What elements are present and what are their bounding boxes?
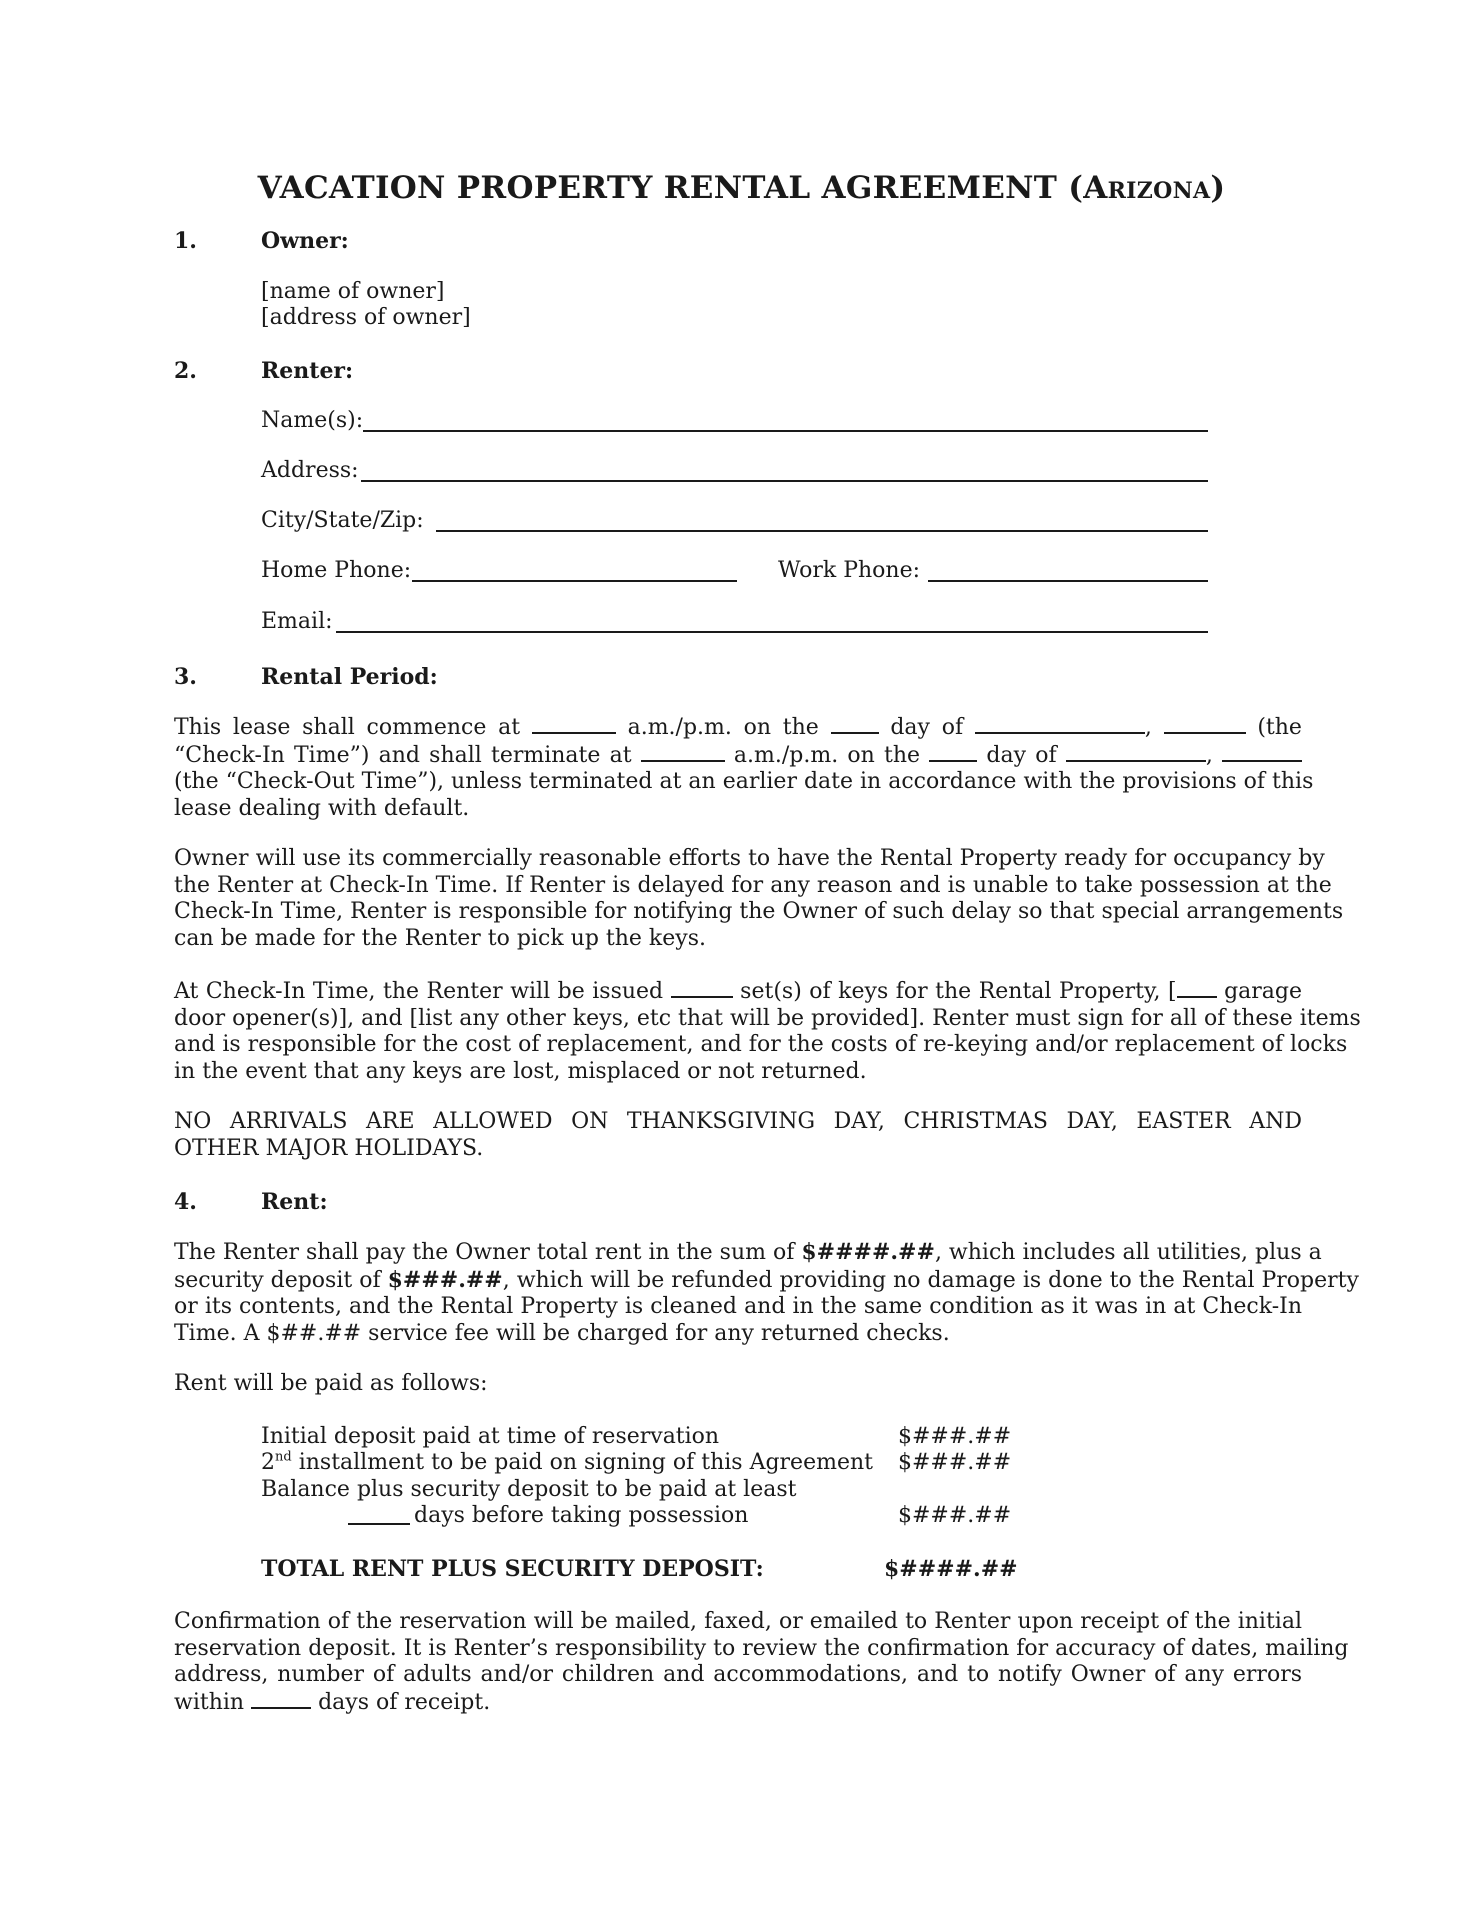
keys-paragraph (174, 978, 1361, 1085)
schedule-row-2-label: 2nd installment to be paid on signing of this Agreement (261, 1449, 873, 1475)
text-line: Confirmation of the reservation will be mailed, faxed, or emailed to Renter upon receipt of the initial (174, 1609, 1302, 1634)
title-state: Arizona (1083, 170, 1211, 206)
checkin-year-blank[interactable] (1164, 714, 1246, 734)
paid-as-follows: Rent will be paid as follows: (174, 1371, 488, 1396)
text-line: NO ARRIVALS ARE ALLOWED ON THANKSGIVING DAY, CHRISTMAS DAY, EASTER AND (174, 1109, 1302, 1134)
home-phone-field[interactable] (412, 580, 737, 582)
text-line: within days of receipt. (174, 1689, 491, 1715)
errors-days-blank[interactable] (251, 1689, 311, 1709)
rent-paragraph (174, 1239, 1359, 1347)
document-title (0, 170, 1483, 206)
renter-city-label: City/State/Zip: (261, 508, 424, 533)
holiday-paragraph (174, 1109, 1302, 1162)
section-3-number: 3. (174, 664, 197, 690)
email-label: Email: (261, 609, 333, 634)
title-main: VACATION PROPERTY RENTAL AGREEMENT ( (257, 170, 1084, 206)
text-line: This lease shall commence at a.m./p.m. on the day of , (the (174, 715, 1302, 740)
home-phone-label: Home Phone: (261, 558, 412, 583)
section-4-number: 4. (174, 1189, 197, 1215)
text-line: OTHER MAJOR HOLIDAYS. (174, 1135, 484, 1161)
checkin-time-blank[interactable] (532, 714, 616, 734)
keys-count-blank[interactable] (671, 978, 733, 998)
text-line: security deposit of $###.##, which will be refunded providing no damage is done to the Rental Property (174, 1266, 1359, 1293)
work-phone-field[interactable] (928, 580, 1208, 582)
section-4-heading: Rent: (261, 1189, 328, 1215)
work-phone-label: Work Phone: (778, 558, 921, 583)
schedule-row-3-label: Balance plus security deposit to be paid at least (261, 1477, 797, 1502)
email-field[interactable] (336, 631, 1208, 633)
checkin-day-blank[interactable] (831, 714, 879, 734)
renter-address-label: Address: (261, 458, 359, 483)
text-line: (the “Check-Out Time”), unless terminated at an earlier date in accordance with the provisions of this (174, 769, 1314, 794)
section-2-heading: Renter: (261, 358, 354, 384)
checkin-month-blank[interactable] (975, 714, 1145, 734)
text-line: Time. A $##.## service fee will be charged for any returned checks. (174, 1320, 950, 1346)
confirmation-paragraph (174, 1609, 1349, 1716)
section-2-number: 2. (174, 358, 197, 384)
section-1-heading: Owner: (261, 228, 349, 254)
text-line: address, number of adults and/or children and accommodations, and to notify Owner of any errors (174, 1662, 1302, 1687)
checkout-month-blank[interactable] (1066, 742, 1206, 762)
renter-names-label: Name(s): (261, 408, 364, 433)
checkout-year-blank[interactable] (1222, 742, 1302, 762)
text-line: or its contents, and the Rental Property is cleaned and in the same condition as it was in at Check-In (174, 1294, 1302, 1319)
occupancy-paragraph (174, 846, 1344, 952)
garage-opener-blank[interactable] (1177, 978, 1217, 998)
text-line: reservation deposit. It is Renter’s responsibility to review the confirmation for accuracy of dates, mailing (174, 1635, 1349, 1661)
text-line: Owner will use its commercially reasonable efforts to have the Rental Property ready for occupancy by (174, 846, 1325, 871)
text-line: and is responsible for the cost of replacement, and for the costs of re-keying and/or replacement of locks (174, 1032, 1348, 1057)
text-line: At Check-In Time, the Renter will be issued set(s) of keys for the Rental Property, [ garage (174, 979, 1303, 1004)
schedule-row-1-amount: $###.## (898, 1424, 1012, 1449)
schedule-row-1-label: Initial deposit paid at time of reservation (261, 1424, 720, 1449)
text-line: lease dealing with default. (174, 795, 470, 821)
renter-city-field[interactable] (436, 530, 1208, 532)
total-amount: $####.## (884, 1556, 1018, 1582)
checkout-time-blank[interactable] (641, 742, 725, 762)
security-deposit-amount: $###.## (387, 1266, 503, 1293)
schedule-row-2-amount: $###.## (898, 1450, 1012, 1475)
renter-names-field[interactable] (363, 430, 1208, 432)
total-label: TOTAL RENT PLUS SECURITY DEPOSIT: (261, 1556, 764, 1582)
rental-period-paragraph (174, 714, 1314, 822)
title-close: ) (1210, 170, 1226, 206)
checkout-day-blank[interactable] (929, 742, 977, 762)
text-line: in the event that any keys are lost, misplaced or not returned. (174, 1058, 867, 1084)
text-line: the Renter at Check-In Time. If Renter is delayed for any reason and is unable to take possession at the (174, 872, 1332, 898)
schedule-row-4-label: days before taking possession (414, 1503, 749, 1528)
days-before-blank[interactable] (348, 1523, 410, 1525)
renter-address-field[interactable] (361, 480, 1208, 482)
schedule-row-4-amount: $###.## (898, 1503, 1012, 1528)
owner-name: [name of owner] (261, 279, 445, 304)
section-3-heading: Rental Period: (261, 664, 438, 690)
text-line: “Check-In Time”) and shall terminate at a.m./p.m. on the day of , (174, 742, 1302, 770)
total-rent-amount: $####.## (801, 1239, 935, 1265)
text-line: can be made for the Renter to pick up the keys. (174, 925, 706, 951)
section-1-number: 1. (174, 228, 197, 254)
owner-address: [address of owner] (261, 305, 471, 330)
text-line: door opener(s)], and [list any other keys, etc that will be provided]. Renter must sign for all of these items (174, 1005, 1361, 1031)
text-line: The Renter shall pay the Owner total rent in the sum of $####.##, which includes all utilities, plus a (174, 1239, 1322, 1265)
text-line: Check-In Time, Renter is responsible for notifying the Owner of such delay so that special arrangements (174, 899, 1344, 924)
